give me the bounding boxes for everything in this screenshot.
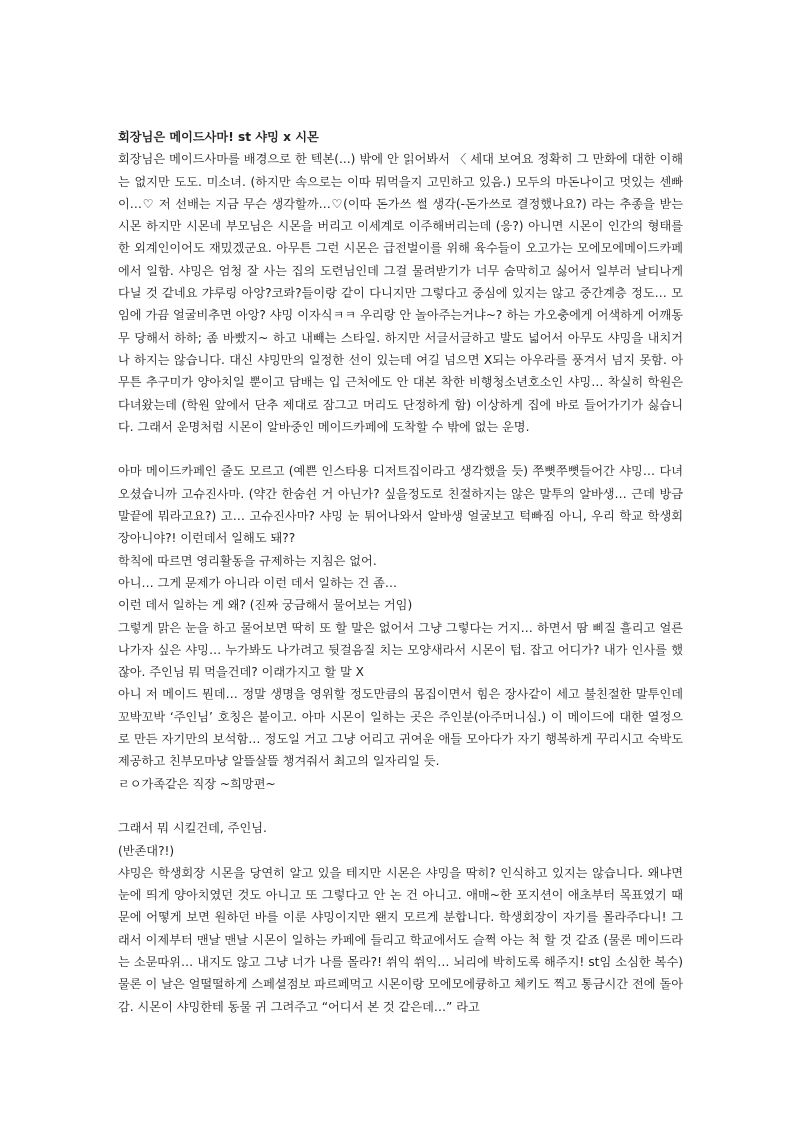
paragraph-clear-eyes: 그렇게 맑은 눈을 하고 물어보면 딱히 또 할 말은 없어서 그냥 그렇다는 거지… 하면서 땀 삐질 흘리고 얼른 나가자 싶은 샤밍… 누가봐도 나가려고 뒷걸음질 치는 모양새라서 시몬이 텁. 잡고 어디가? 내가 인사를 했잖아. 주인님 뭐 먹을건데? 이래가지고 할 말 X	[118, 620, 683, 680]
paragraph-maid-cafe-owner: 아니 저 메이드 뭔데… 정말 생명을 영위할 정도만큼의 몸집이면서 힘은 장사같이 세고 불친절한 말투인데 꼬박꼬박 ‘주인님’ 호칭은 붙이고. 아마 시몬이 일하는 곳은 주인분(아주머니심.) 이 메이드에 대한 열정으로 만든 자기만의 보석함… 정도일 거고 그냥 어리고 귀여운 애들 모아다가 자기 행복하게 꾸리시고 숙박도 제공하고 친부모마냥 알뜰살뜰 챙겨줘서 최고의 일자리일 듯.	[118, 687, 683, 769]
dialogue-line: 학칙에 따르면 영리활동을 규제하는 지침은 없어.	[118, 553, 377, 568]
dialogue-line: 아니… 그게 문제가 아니라 이런 데서 일하는 건 좀…	[118, 575, 398, 590]
paragraph-student-president: 샤밍은 학생회장 시몬을 당연히 알고 있을 테지만 시몬은 샤밍을 딱히? 인식하고 있지는 않습니다. 왜냐면 눈에 띄게 양아치였던 것도 아니고 또 그렇다고 안 논 건 아니고. 애매~한 포지션이 애초부터 목표였기 때문에 어떻게 보면 원하던 바를 이룬 샤밍이지만 왠지 모르게 분합니다. 학생회장이 자기를 몰라주다니! 그래서 이제부터 맨날 맨날 시몬이 일하는 카페에 들리고 학교에서도 슬쩍 아는 척 할 것 같죠 (물론 메이드라는 소문따위… 내지도 않고 그냥 너가 나를 몰라?! 쒸익 쒸익… 뇌리에 박히도록 해주지! st임 소심한 복수) 물론 이 날은 얼떨떨하게 스페셜점보 파르페먹고 시몬이랑 모에모에큥하고 체키도 찍고 통금시간 전에 돌아감. 시몬이 샤밍한테 동물 귀 그려주고 “어디서 본 것 같은데…” 라고	[118, 865, 683, 1014]
paragraph-intro: 회장님은 메이드사마를 배경으로 한 텍본(...) 밖에 안 읽어봐서 〈 세대 보여요 정확히 그 만화에 대한 이해는 없지만 도도. 미소녀. (하지만 속으로는 이따 뭐먹을지 고민하고 있음.) 모두의 마돈나이고 멋있는 센빠이…♡ 저 선배는 지금 무슨 생각할까…♡(이따 돈가쓰 썰 생각(-돈가쓰로 결정했나요?) 라는 추종을 받는 시몬 하지만 시몬네 부모님은 시몬을 버리고 이세계로 이주해버리는데 (응?) 아니면 시몬이 인간의 형태를 한 외계인이어도 재밌겠군요. 아무튼 그런 시몬은 급전벌이를 위해 육수들이 오고가는 모에모에메이드카페에서 일함. 샤밍은 엄청 잘 사는 집의 도련님인데 그걸 물려받기가 너무 숨막히고 싫어서 일부러 날티나게 다닐 것 같네요 갸루링 아앙?코롸?들이랑 같이 다니지만 그렇다고 중심에 있지는 않고 중간계층 정도… 모임에 가끔 얼굴비추면 아앙? 샤밍 이자식ㅋㅋ 우리랑 안 놀아주는거냐~? 하는 가오충에게 어색하게 어깨동무 당해서 하하; 좀 바빴지~ 하고 내빼는 스타일. 하지만 서글서글하고 발도 넓어서 아무도 샤밍을 내치거나 하지는 않습니다. 대신 샤밍만의 일정한 선이 있는데 여길 넘으면 X되는 아우라를 풍겨서 넘지 못함. 아무튼 추구미가 양아치일 뿐이고 담배는 입 근처에도 안 대본 착한 비행청소년호소인 샤밍… 착실히 학원은 다녀왔는데 (학원 앞에서 단추 제대로 잠그고 머리도 단정하게 함) 이상하게 집에 바로 들어가기가 싫습니다. 그래서 운명처럼 시몬이 알바중인 메이드카페에 도착할 수 밖에 없는 운명.	[118, 152, 683, 434]
dialogue-line: ㄹㅇ가족같은 직장 ~희망편~	[118, 776, 276, 791]
dialogue-line: 이런 데서 일하는 게 왜? (진짜 궁금해서 물어보는 거임)	[118, 598, 413, 613]
dialogue-line: (반존대?!)	[118, 843, 175, 858]
paragraph-cafe-entry: 아마 메이드카페인 줄도 모르고 (예쁜 인스타용 디저트집이라고 생각했을 듯) 쭈뼛쭈뼛들어간 샤밍… 다녀오셨습니까 고슈진사마. (약간 한숨쉰 거 아닌가? 싶을정도로 친절하지는 않은 말투의 알바생… 근데 방금 말끝에 뭐라고요?) 고… 고슈진사마? 샤밍 눈 튀어나와서 알바생 얼굴보고 턱빠짐 아니, 우리 학교 학생회장아니야?! 이런데서 일해도 돼??	[118, 464, 683, 546]
document-body	[118, 126, 683, 1018]
dialogue-line: 그래서 뭐 시킬건데, 주인님.	[118, 821, 267, 836]
paragraph-gap	[118, 795, 683, 817]
paragraph-gap	[118, 438, 683, 460]
document-title: 회장님은 메이드사마! st 샤밍 x 시몬	[118, 130, 319, 144]
